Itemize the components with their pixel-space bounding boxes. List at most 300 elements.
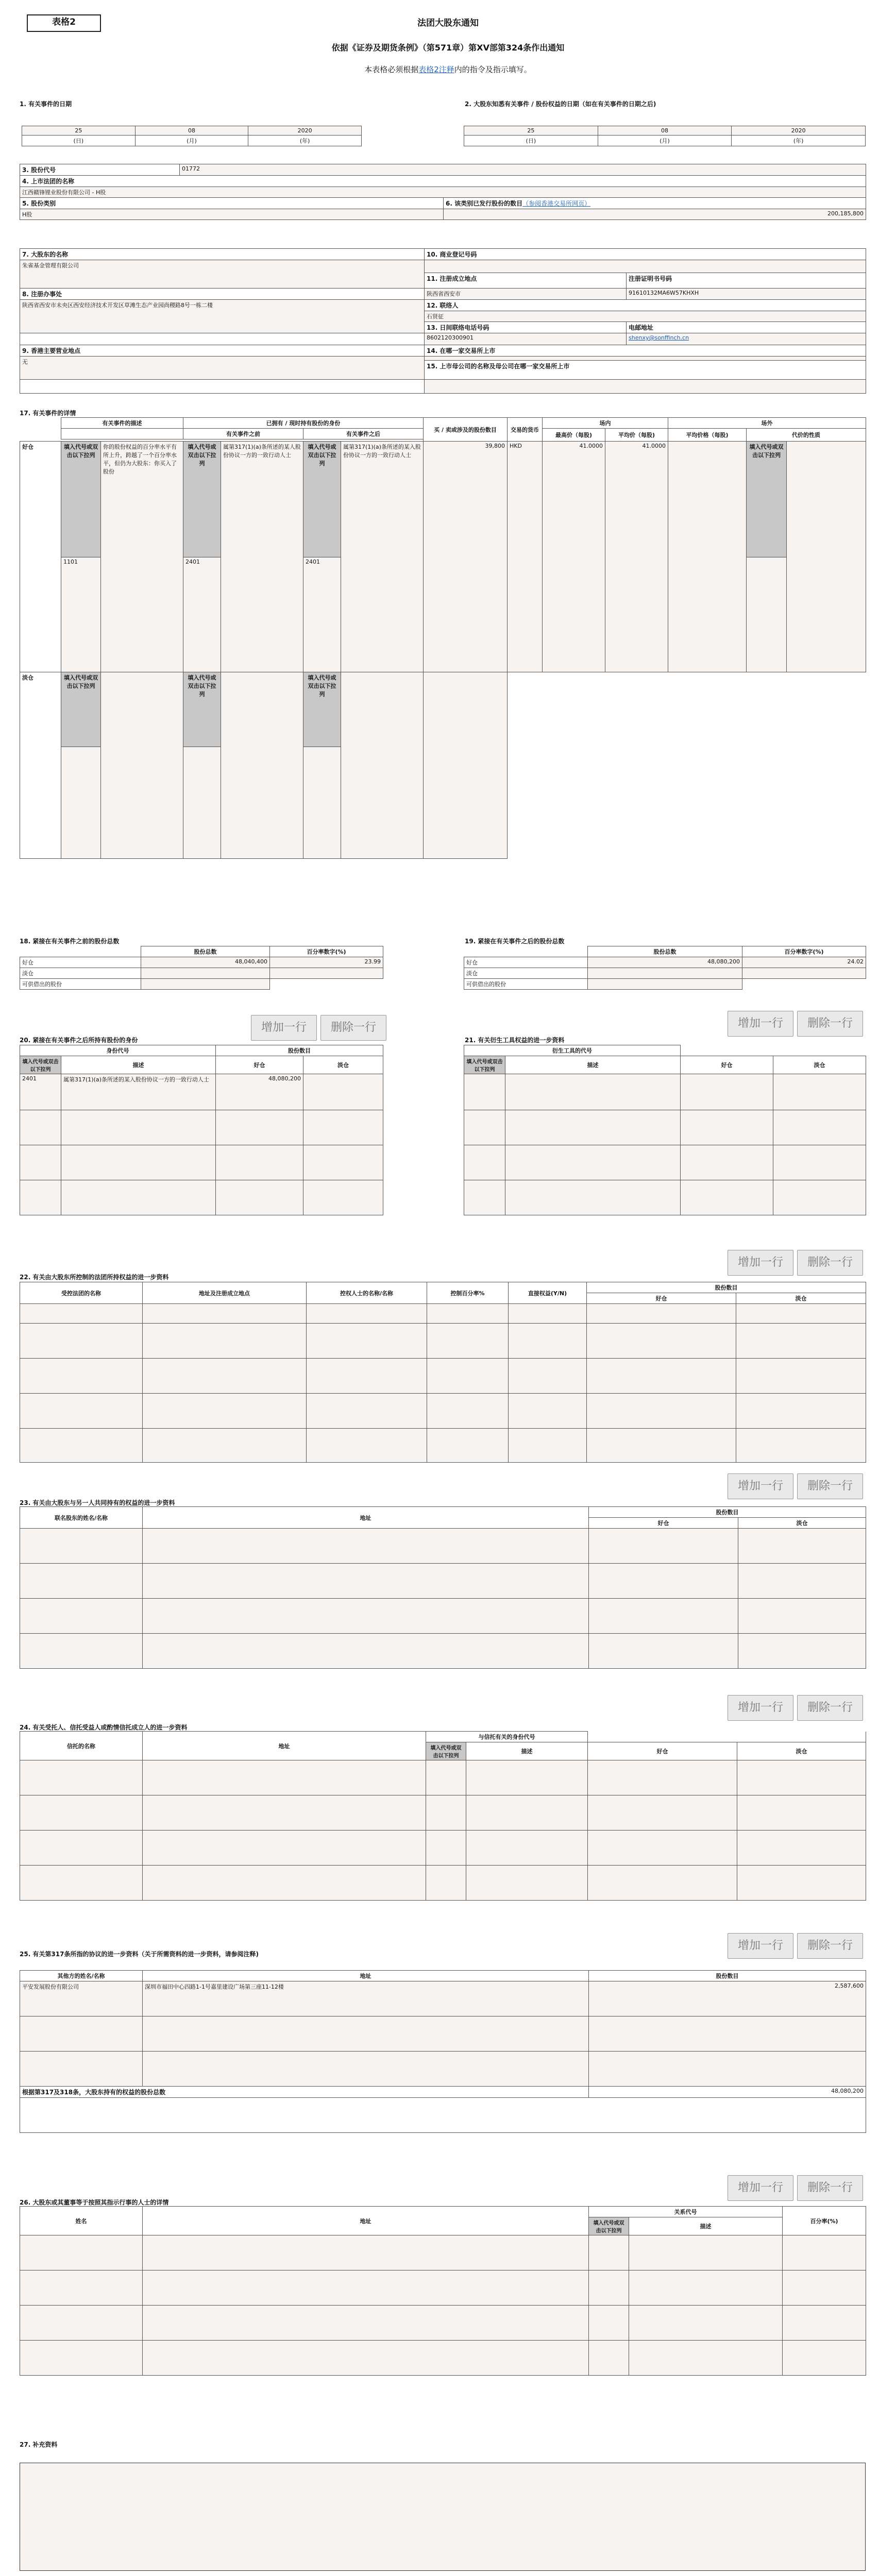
s24-row2-short[interactable] bbox=[737, 1795, 866, 1831]
s1-label: 1. 有关事件的日期 bbox=[20, 100, 72, 108]
s25-h-name: 其他方的姓名/名称 bbox=[20, 1971, 143, 1981]
s1-month[interactable]: 08 bbox=[135, 126, 248, 135]
s25-row1-name[interactable]: 平安发展股份有限公司 bbox=[20, 1981, 143, 2016]
s18-long-pct[interactable]: 23.99 bbox=[270, 957, 383, 968]
s26-h-code[interactable]: 填入代号或双击以下拉列 bbox=[589, 2217, 629, 2235]
s24-row4-code[interactable] bbox=[426, 1866, 466, 1901]
s14-exchange[interactable] bbox=[425, 357, 866, 361]
s2-month-label: (月) bbox=[598, 135, 732, 146]
s17-long-after-code[interactable]: 2401 bbox=[303, 557, 341, 672]
s22-row5-long[interactable] bbox=[587, 1429, 736, 1463]
s26-row1-pct[interactable] bbox=[783, 2235, 866, 2270]
s24-row1-addr[interactable] bbox=[143, 1760, 426, 1795]
s17-h-shares: 买 / 卖或涉及的股份数目 bbox=[424, 418, 508, 442]
s3-stock-code[interactable]: 01772 bbox=[180, 164, 866, 176]
s18-lend-label: 可供借出的股份 bbox=[20, 979, 141, 990]
s22-row2-addr[interactable] bbox=[143, 1324, 307, 1359]
s22-add-row-button[interactable]: 增加一行 bbox=[728, 1250, 793, 1276]
s23-row2-name[interactable] bbox=[20, 1564, 143, 1599]
s21-row2-long[interactable] bbox=[681, 1110, 773, 1145]
s24-h-short: 淡仓 bbox=[737, 1742, 866, 1760]
s25-h-count: 股份数目 bbox=[589, 1971, 866, 1981]
s12-contact-person[interactable]: 石贤征 bbox=[425, 311, 866, 322]
s23-h-short: 淡仓 bbox=[738, 1518, 866, 1529]
s23-h-name: 联名股东的姓名/名称 bbox=[20, 1507, 143, 1529]
s18-short-pct[interactable] bbox=[270, 968, 383, 979]
s26-row2-desc bbox=[629, 2270, 783, 2306]
s24-row1-code[interactable] bbox=[426, 1760, 466, 1795]
s26-row3-name[interactable] bbox=[20, 2306, 143, 2341]
s18-lend-total[interactable] bbox=[141, 979, 270, 990]
s22-row4-controller[interactable] bbox=[307, 1394, 427, 1429]
s20-h-short: 淡仓 bbox=[303, 1056, 383, 1074]
s22-row5-direct[interactable] bbox=[509, 1429, 587, 1463]
s23-delete-row-button[interactable]: 删除一行 bbox=[797, 1473, 863, 1499]
s20-row1-short[interactable] bbox=[303, 1074, 383, 1110]
s24-h-code[interactable]: 填入代号或双击以下拉列 bbox=[426, 1742, 466, 1760]
s23-add-row-button[interactable]: 增加一行 bbox=[728, 1473, 793, 1499]
s24-row1-name[interactable] bbox=[20, 1760, 143, 1795]
s25-row1-count[interactable]: 2,587,600 bbox=[589, 1981, 866, 2016]
s22-row5-controller[interactable] bbox=[307, 1429, 427, 1463]
s24-row1-short[interactable] bbox=[737, 1760, 866, 1795]
s4-label: 4. 上市法团的名称 bbox=[20, 176, 866, 187]
s23-row4-long[interactable] bbox=[589, 1634, 738, 1669]
s20-h-code[interactable]: 填入代号或双击以下拉列 bbox=[20, 1056, 61, 1074]
s22-row1-direct[interactable] bbox=[509, 1304, 587, 1324]
s17-h-event: 有关事件的描述 bbox=[61, 418, 183, 429]
instruction-line bbox=[0, 64, 896, 75]
s25-row2-count[interactable] bbox=[589, 2016, 866, 2052]
s3-label: 3. 股份代号 bbox=[20, 164, 180, 176]
s24-row2-name[interactable] bbox=[20, 1795, 143, 1831]
s17-h-onex: 场内 bbox=[543, 418, 668, 429]
s17-short-before-code[interactable] bbox=[183, 747, 221, 859]
s6-label: 6. 该类别已发行股份的数目 bbox=[446, 200, 523, 207]
s18-h-corner bbox=[20, 946, 141, 957]
s24-add-row-button[interactable]: 增加一行 bbox=[728, 1695, 793, 1721]
s17-short-before-desc bbox=[221, 672, 303, 859]
s2-year[interactable]: 2020 bbox=[732, 126, 866, 135]
s21-row3-long[interactable] bbox=[681, 1145, 773, 1180]
s22-row1-long[interactable] bbox=[587, 1304, 736, 1324]
s22-delete-row-button[interactable]: 删除一行 bbox=[797, 1250, 863, 1276]
s17-h-before: 有关事件之前 bbox=[183, 429, 303, 439]
s22-row4-addr[interactable] bbox=[143, 1394, 307, 1429]
s19-short-total[interactable] bbox=[588, 968, 742, 979]
s19-h-pct: 百分率数字(%) bbox=[742, 946, 866, 957]
s6-label-cell bbox=[444, 198, 866, 209]
s24-row3-addr[interactable] bbox=[143, 1831, 426, 1866]
s23-row3-addr[interactable] bbox=[143, 1599, 589, 1634]
s19-short-pct[interactable] bbox=[742, 968, 866, 979]
s24-row3-code[interactable] bbox=[426, 1831, 466, 1866]
s22-row1-controller[interactable] bbox=[307, 1304, 427, 1324]
s20-row2-code[interactable] bbox=[20, 1110, 61, 1145]
s17-long-high[interactable]: 41.0000 bbox=[543, 442, 605, 672]
s18-long-total[interactable]: 48,040,400 bbox=[141, 957, 270, 968]
s18-short-total[interactable] bbox=[141, 968, 270, 979]
s21-row1-long[interactable] bbox=[681, 1074, 773, 1110]
s22-row4-direct[interactable] bbox=[509, 1394, 587, 1429]
s22-row5-name[interactable] bbox=[20, 1429, 143, 1463]
s5-share-class[interactable]: H股 bbox=[20, 209, 444, 220]
s22-row2-long[interactable] bbox=[587, 1324, 736, 1359]
s22-row3-short[interactable] bbox=[736, 1359, 866, 1394]
s13-email-label: 电邮地址 bbox=[627, 322, 866, 333]
s26-row2-code[interactable] bbox=[589, 2270, 629, 2306]
s23-row2-addr[interactable] bbox=[143, 1564, 589, 1599]
s26-row2-addr[interactable] bbox=[143, 2270, 589, 2306]
s17-short-after-desc bbox=[341, 672, 424, 859]
s25-add-row-button[interactable]: 增加一行 bbox=[728, 1933, 793, 1959]
s17-h-corner2 bbox=[20, 429, 61, 439]
s23-row4-short[interactable] bbox=[738, 1634, 866, 1669]
s17-long-before-code[interactable]: 2401 bbox=[183, 557, 221, 672]
s24-row2-addr[interactable] bbox=[143, 1795, 426, 1831]
s20-row4-long[interactable] bbox=[216, 1180, 303, 1215]
s25-row3-count[interactable] bbox=[589, 2052, 866, 2087]
s24-row2-long[interactable] bbox=[588, 1795, 737, 1831]
s22-row3-addr[interactable] bbox=[143, 1359, 307, 1394]
s17-long-after-desc: 属第317(1)(a)条所述的某入股份协议一方的一致行动人士 bbox=[341, 442, 424, 672]
s20-row1-long[interactable]: 48,080,200 bbox=[216, 1074, 303, 1110]
s25-delete-row-button[interactable]: 删除一行 bbox=[797, 1933, 863, 1959]
s24-row2-code[interactable] bbox=[426, 1795, 466, 1831]
s5-label: 5. 股份类别 bbox=[20, 198, 444, 209]
s24-delete-row-button[interactable]: 删除一行 bbox=[797, 1695, 863, 1721]
s21-label: 21. 有关衍生工具权益的进一步资料 bbox=[465, 1037, 565, 1044]
s26-row1-code[interactable] bbox=[589, 2235, 629, 2270]
s25-row2-name[interactable] bbox=[20, 2016, 143, 2052]
s10-business-reg[interactable] bbox=[425, 260, 866, 273]
s17-long-consid-desc[interactable] bbox=[787, 442, 866, 672]
s17-long-avg[interactable]: 41.0000 bbox=[605, 442, 668, 672]
s19-long-pct[interactable]: 24.02 bbox=[742, 957, 866, 968]
s1-month-label: (月) bbox=[135, 135, 248, 146]
s26-row1-addr[interactable] bbox=[143, 2235, 589, 2270]
s17-h-event-blank bbox=[61, 429, 183, 439]
s20-row1-code[interactable]: 2401 bbox=[20, 1074, 61, 1110]
s21-h-short: 淡仓 bbox=[773, 1056, 866, 1074]
s21-row2-code[interactable] bbox=[464, 1110, 505, 1145]
s17-long-before-code-picker[interactable]: 填入代号或双击以下拉列 bbox=[183, 442, 221, 557]
s22-row3-name[interactable] bbox=[20, 1359, 143, 1394]
s10-label: 10. 商业登记号码 bbox=[425, 249, 866, 260]
s22-row4-short[interactable] bbox=[736, 1394, 866, 1429]
s20-row2-desc bbox=[61, 1110, 216, 1145]
s11-reg-number[interactable]: 91610132MA6W57KHXH bbox=[627, 289, 866, 300]
s22-h-short: 淡仓 bbox=[736, 1293, 866, 1304]
s24-row4-name[interactable] bbox=[20, 1866, 143, 1901]
s21-delete-row-button[interactable]: 删除一行 bbox=[797, 1011, 863, 1037]
s23-table bbox=[20, 1506, 866, 1669]
notes-link[interactable]: 表格2注释 bbox=[418, 65, 454, 74]
s23-row2-short[interactable] bbox=[738, 1564, 866, 1599]
s20-row3-short[interactable] bbox=[303, 1145, 383, 1180]
s17-short-event-desc bbox=[101, 672, 183, 859]
s19-h-corner bbox=[464, 946, 588, 957]
s8-registered-office[interactable]: 陕西省西安市未央区西安经济技术开发区草滩生态产业园尚稷路8号一栋二楼 bbox=[20, 300, 425, 333]
s13-email[interactable]: shenxy@sonffinch.cn bbox=[627, 333, 866, 345]
s15-label: 15. 上市母公司的名称及母公司在哪一家交易所上市 bbox=[425, 361, 866, 380]
s9-hk-place[interactable]: 无 bbox=[20, 357, 425, 380]
s23-row3-long[interactable] bbox=[589, 1599, 738, 1634]
s17-short-after-code-picker[interactable]: 填入代号或双击以下拉列 bbox=[303, 672, 341, 747]
s21-row3-desc bbox=[505, 1145, 681, 1180]
s21-table bbox=[464, 1045, 866, 1215]
s26-row3-addr[interactable] bbox=[143, 2306, 589, 2341]
s26-row2-pct[interactable] bbox=[783, 2270, 866, 2306]
s22-h-name: 受控法团的名称 bbox=[20, 1282, 143, 1304]
s26-row4-pct[interactable] bbox=[783, 2341, 866, 2376]
s24-h-name: 信托的名称 bbox=[20, 1732, 143, 1760]
s20-table bbox=[20, 1045, 383, 1215]
s22-row3-long[interactable] bbox=[587, 1359, 736, 1394]
s24-row3-short[interactable] bbox=[737, 1831, 866, 1866]
s18-lend-empty bbox=[270, 979, 383, 990]
s22-row1-pct[interactable] bbox=[427, 1304, 509, 1324]
s26-row3-pct[interactable] bbox=[783, 2306, 866, 2341]
s17-short-event-code-picker[interactable]: 填入代号或双击以下拉列 bbox=[61, 672, 101, 747]
s22-row2-short[interactable] bbox=[736, 1324, 866, 1359]
s26-delete-row-button[interactable]: 删除一行 bbox=[797, 2175, 863, 2201]
form-tag: 表格2 bbox=[27, 14, 101, 32]
s23-row2-long[interactable] bbox=[589, 1564, 738, 1599]
s26-row4-name[interactable] bbox=[20, 2341, 143, 2376]
s21-row4-code[interactable] bbox=[464, 1180, 505, 1215]
s22-row1-name[interactable] bbox=[20, 1304, 143, 1324]
s20-add-row-button[interactable]: 增加一行 bbox=[251, 1015, 317, 1041]
s22-h-pct: 控制百分率% bbox=[427, 1282, 509, 1304]
s17-long-consid-picker[interactable]: 填入代号或双击以下拉列 bbox=[747, 442, 787, 557]
s17-long-event-code[interactable]: 1101 bbox=[61, 557, 101, 672]
s23-row1-name[interactable] bbox=[20, 1529, 143, 1564]
s20-label: 20. 紧接在有关事件之后所持有股份的身份 bbox=[20, 1037, 138, 1044]
s11-place[interactable]: 陕西省西安市 bbox=[425, 289, 627, 300]
s22-row4-pct[interactable] bbox=[427, 1394, 509, 1429]
s15-parent[interactable] bbox=[425, 380, 866, 394]
s25-total-value: 48,080,200 bbox=[589, 2087, 866, 2098]
s20-h-long: 好仓 bbox=[216, 1056, 303, 1074]
s19-label: 19. 紧接在有关事件之后的股份总数 bbox=[465, 938, 565, 945]
s8-spacer bbox=[20, 333, 425, 345]
s22-row5-pct[interactable] bbox=[427, 1429, 509, 1463]
s21-row4-short[interactable] bbox=[773, 1180, 866, 1215]
s25-table bbox=[20, 1970, 866, 2133]
s6-note-link[interactable]: （参阅香港交易所网页） bbox=[522, 200, 591, 207]
s17-long-shares[interactable]: 39,800 bbox=[424, 442, 508, 672]
s18-long-label: 好仓 bbox=[20, 957, 141, 968]
s24-row2-desc bbox=[466, 1795, 588, 1831]
s19-h-total: 股份总数 bbox=[588, 946, 742, 957]
s22-row2-pct[interactable] bbox=[427, 1324, 509, 1359]
s22-row3-pct[interactable] bbox=[427, 1359, 509, 1394]
s21-h-code[interactable]: 填入代号或双击以下拉列 bbox=[464, 1056, 505, 1074]
s24-h-addr: 地址 bbox=[143, 1732, 426, 1760]
s24-row1-desc bbox=[466, 1760, 588, 1795]
s17-long-after-code-picker[interactable]: 填入代号或双击以下拉列 bbox=[303, 442, 341, 557]
s20-row2-long[interactable] bbox=[216, 1110, 303, 1145]
s20-row3-code[interactable] bbox=[20, 1145, 61, 1180]
s17-long-offex-avg[interactable] bbox=[668, 442, 747, 672]
s23-h-long: 好仓 bbox=[589, 1518, 738, 1529]
s24-row4-long[interactable] bbox=[588, 1866, 737, 1901]
s17-short-label: 淡仓 bbox=[20, 672, 61, 859]
s21-row1-desc bbox=[505, 1074, 681, 1110]
s22-row1-short[interactable] bbox=[736, 1304, 866, 1324]
s22-row5-addr[interactable] bbox=[143, 1429, 307, 1463]
s27-label: 27. 补充资料 bbox=[20, 2441, 58, 2448]
s6-issued-shares[interactable]: 200,185,800 bbox=[444, 209, 866, 220]
s17-long-label: 好仓 bbox=[20, 442, 61, 672]
s17-short-after-code[interactable] bbox=[303, 747, 341, 859]
s1-year-label: (年) bbox=[248, 135, 362, 146]
s17-long-currency[interactable]: HKD bbox=[508, 442, 543, 672]
s21-row2-short[interactable] bbox=[773, 1110, 866, 1145]
s22-row5-short[interactable] bbox=[736, 1429, 866, 1463]
s24-label: 24. 有关受托人、信托受益人或酌情信托成立人的进一步资料 bbox=[20, 1724, 188, 1731]
s26-table bbox=[20, 2206, 866, 2376]
s9-label: 9. 香港主要营业地点 bbox=[20, 345, 425, 357]
s26-add-row-button[interactable]: 增加一行 bbox=[728, 2175, 793, 2201]
s2-label: 2. 大股东知悉有关事件 / 股份权益的日期（如在有关事件的日期之后) bbox=[465, 100, 656, 108]
s19-lend-label: 可供借出的股份 bbox=[464, 979, 588, 990]
s23-row3-short[interactable] bbox=[738, 1599, 866, 1634]
s22-row4-name[interactable] bbox=[20, 1394, 143, 1429]
s20-row4-short[interactable] bbox=[303, 1180, 383, 1215]
instruction-post: 内的指令及指示填写。 bbox=[454, 65, 532, 74]
s19-long-total[interactable]: 48,080,200 bbox=[588, 957, 742, 968]
s26-h-rel: 关系代号 bbox=[589, 2207, 783, 2217]
s21-h-blank bbox=[681, 1045, 866, 1056]
s17-h-high: 最高价（每股) bbox=[543, 429, 605, 442]
s22-row1-addr[interactable] bbox=[143, 1304, 307, 1324]
s21-row4-desc bbox=[505, 1180, 681, 1215]
s21-row1-short[interactable] bbox=[773, 1074, 866, 1110]
s22-h-direct: 直接权益(Y/N) bbox=[509, 1282, 587, 1304]
s22-row2-direct[interactable] bbox=[509, 1324, 587, 1359]
s22-row2-controller[interactable] bbox=[307, 1324, 427, 1359]
s3-6-table bbox=[20, 164, 866, 220]
s22-row2-name[interactable] bbox=[20, 1324, 143, 1359]
s26-h-addr: 地址 bbox=[143, 2207, 589, 2235]
s24-row4-addr[interactable] bbox=[143, 1866, 426, 1901]
s25-row3-name[interactable] bbox=[20, 2052, 143, 2087]
s20-row3-long[interactable] bbox=[216, 1145, 303, 1180]
s26-row4-code[interactable] bbox=[589, 2341, 629, 2376]
s26-row4-addr[interactable] bbox=[143, 2341, 589, 2376]
s25-row2-addr[interactable] bbox=[143, 2016, 589, 2052]
s25-row3-addr[interactable] bbox=[143, 2052, 589, 2087]
s1-day[interactable]: 25 bbox=[22, 126, 136, 135]
s24-h-desc: 描述 bbox=[466, 1742, 588, 1760]
s9-spacer bbox=[20, 380, 425, 394]
s23-row4-name[interactable] bbox=[20, 1634, 143, 1669]
s17-table bbox=[20, 417, 866, 859]
s24-row3-long[interactable] bbox=[588, 1831, 737, 1866]
s23-row1-long[interactable] bbox=[589, 1529, 738, 1564]
s7-holder-name[interactable]: 朱雀基金管理有限公司 bbox=[20, 260, 425, 289]
s21-row2-desc bbox=[505, 1110, 681, 1145]
s23-row4-addr[interactable] bbox=[143, 1634, 589, 1669]
s24-row4-short[interactable] bbox=[737, 1866, 866, 1901]
s20-row4-desc bbox=[61, 1180, 216, 1215]
s26-row2-name[interactable] bbox=[20, 2270, 143, 2306]
s18-table bbox=[20, 946, 383, 990]
s17-short-shares[interactable] bbox=[424, 672, 508, 859]
s21-row3-short[interactable] bbox=[773, 1145, 866, 1180]
s23-row3-name[interactable] bbox=[20, 1599, 143, 1634]
s24-row3-name[interactable] bbox=[20, 1831, 143, 1866]
s17-h-currency: 交易的货币 bbox=[508, 418, 543, 442]
s21-h-deriv: 衍生工具的代号 bbox=[464, 1045, 681, 1056]
s17-h-consid: 代价的性质 bbox=[747, 429, 866, 442]
s13-phone[interactable]: 8602120300901 bbox=[425, 333, 627, 345]
s25-label: 25. 有关第317条所指的协议的进一步资料（关于所需资料的进一步资料，请参阅注释) bbox=[20, 1951, 259, 1958]
s17-short-before-code-picker[interactable]: 填入代号或双击以下拉列 bbox=[183, 672, 221, 747]
s27-supplementary-textarea[interactable] bbox=[20, 2463, 866, 2571]
s19-lend-total[interactable] bbox=[588, 979, 742, 990]
s2-month[interactable]: 08 bbox=[598, 126, 732, 135]
s26-row3-desc bbox=[629, 2306, 783, 2341]
s2-day[interactable]: 25 bbox=[464, 126, 598, 135]
s21-row1-code[interactable] bbox=[464, 1074, 505, 1110]
s20-row4-code[interactable] bbox=[20, 1180, 61, 1215]
s17-h-after: 有关事件之后 bbox=[303, 429, 424, 439]
s17-h-avg2: 平均价格（每股) bbox=[668, 429, 747, 442]
s22-row4-long[interactable] bbox=[587, 1394, 736, 1429]
s8-label: 8. 注册办事处 bbox=[20, 289, 425, 300]
s25-total-label: 根据第317及318条，大股东持有的权益的股份总数 bbox=[20, 2087, 589, 2098]
s21-add-row-button[interactable]: 增加一行 bbox=[728, 1011, 793, 1037]
s19-table bbox=[464, 946, 866, 990]
s4-company-name[interactable]: 江西赣锋锂业股份有限公司 - H股 bbox=[20, 187, 866, 198]
s25-row1-addr[interactable]: 深圳市福田中心四路1-1号嘉里建设广场第三座11-12楼 bbox=[143, 1981, 589, 2016]
s20-delete-row-button[interactable]: 删除一行 bbox=[320, 1015, 386, 1041]
s1-year[interactable]: 2020 bbox=[248, 126, 362, 135]
s7-label: 7. 大股东的名称 bbox=[20, 249, 425, 260]
s21-row3-code[interactable] bbox=[464, 1145, 505, 1180]
instruction-pre: 本表格必须根据 bbox=[364, 65, 419, 74]
s17-h-capacity: 已拥有 / 现时持有股份的身份 bbox=[183, 418, 424, 429]
s1-day-label: (日) bbox=[22, 135, 136, 146]
s23-row1-addr[interactable] bbox=[143, 1529, 589, 1564]
s26-label: 26. 大股东或其董事等于按照其指示行事的人士的详情 bbox=[20, 2199, 169, 2206]
s17-long-consid-code[interactable] bbox=[747, 557, 787, 672]
s26-h-pct: 百分率(%) bbox=[783, 2207, 866, 2235]
s22-row3-direct[interactable] bbox=[509, 1359, 587, 1394]
s23-row1-short[interactable] bbox=[738, 1529, 866, 1564]
s20-row2-short[interactable] bbox=[303, 1110, 383, 1145]
s26-row1-name[interactable] bbox=[20, 2235, 143, 2270]
s19-short-label: 淡仓 bbox=[464, 968, 588, 979]
s25-h-addr: 地址 bbox=[143, 1971, 589, 1981]
s18-short-label: 淡仓 bbox=[20, 968, 141, 979]
s17-short-event-code[interactable] bbox=[61, 747, 101, 859]
s26-row3-code[interactable] bbox=[589, 2306, 629, 2341]
page-title: 法团大股东通知 bbox=[417, 18, 479, 28]
s24-h-capacity: 与信托有关的身份代号 bbox=[426, 1732, 588, 1742]
s17-short-empty bbox=[508, 672, 866, 859]
s21-row4-long[interactable] bbox=[681, 1180, 773, 1215]
s24-row1-long[interactable] bbox=[588, 1760, 737, 1795]
s22-row3-controller[interactable] bbox=[307, 1359, 427, 1394]
s11-label: 11. 注册成立地点 bbox=[425, 273, 627, 289]
s26-row1-desc bbox=[629, 2235, 783, 2270]
s17-long-event-desc: 你的股份权益的百分率水平有所上升，跨越了一个百分率水平，但仍为大股东：你买入了股份 bbox=[101, 442, 183, 672]
s17-long-event-code-picker[interactable]: 填入代号或双击以下拉列 bbox=[61, 442, 101, 557]
